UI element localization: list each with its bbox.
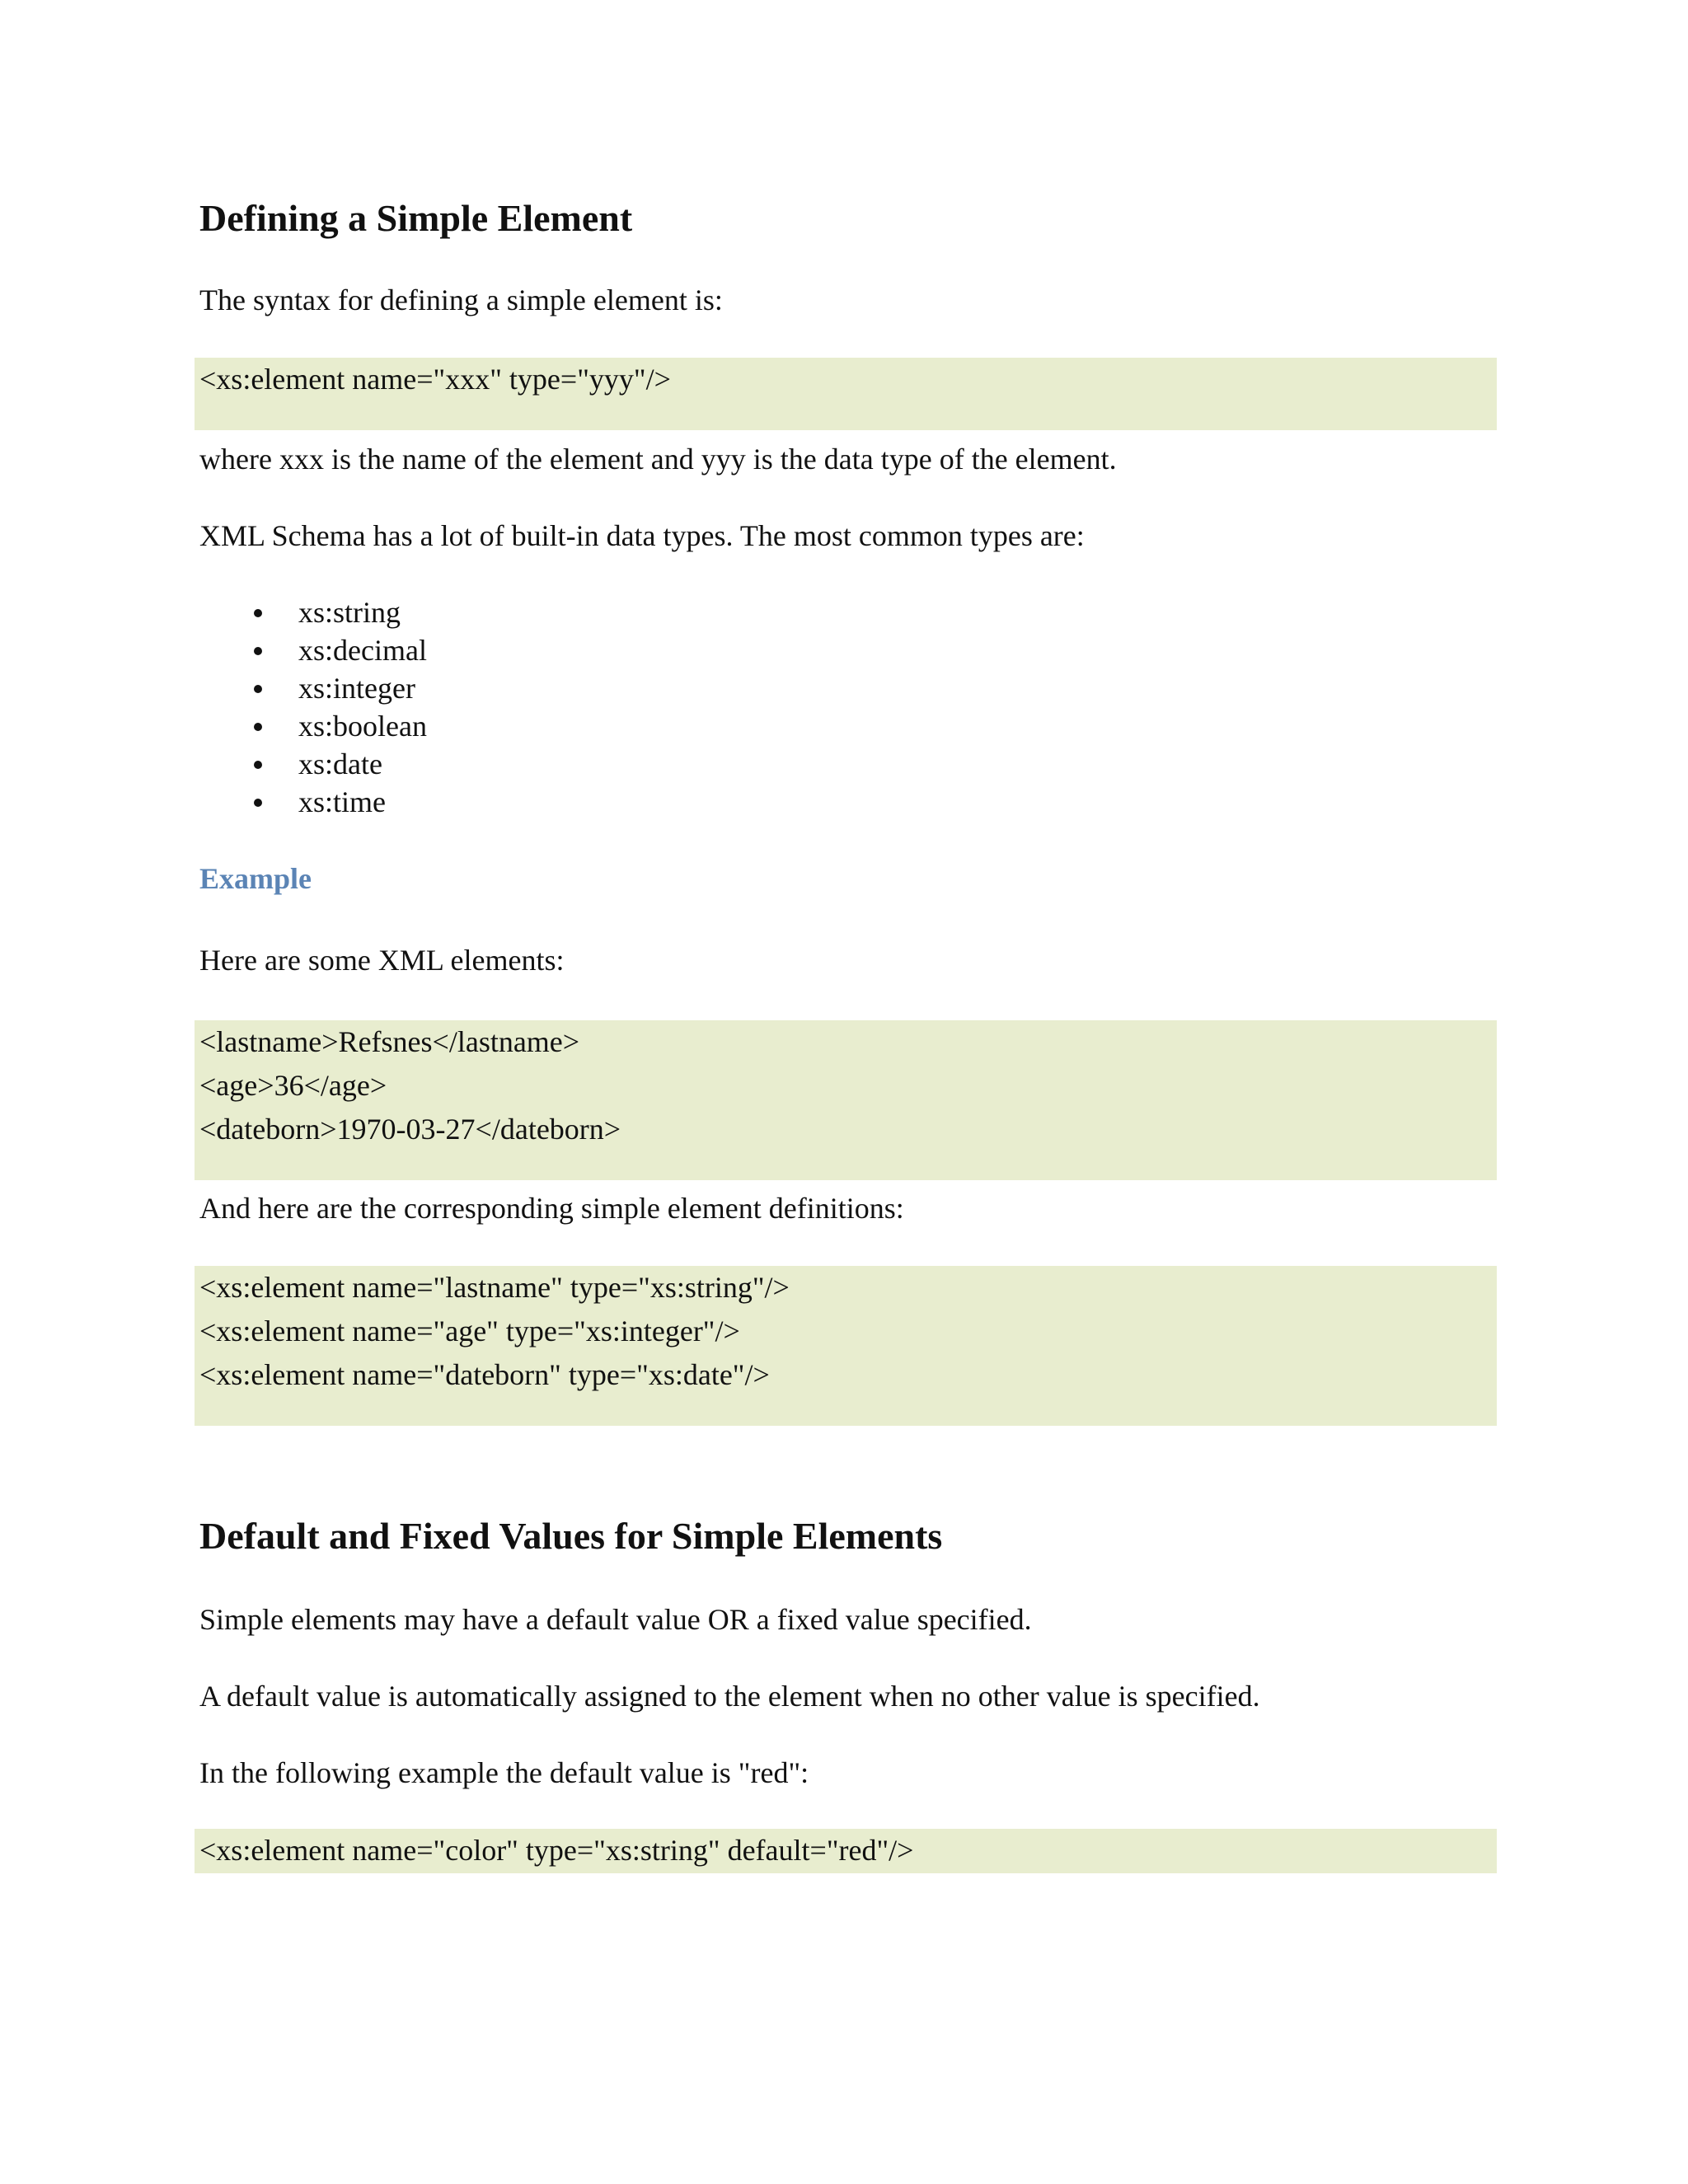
- bullet-icon: [254, 685, 262, 693]
- code-line: <dateborn>1970-03-27</dateborn>: [199, 1113, 621, 1146]
- code-line: <lastname>Refsnes</lastname>: [199, 1025, 580, 1058]
- code-line: <xs:element name="lastname" type="xs:string"/>: [199, 1271, 790, 1304]
- code-line: <age>36</age>: [199, 1069, 387, 1102]
- list-item: xs:date: [199, 745, 427, 783]
- bullet-icon: [254, 761, 262, 769]
- data-types-list: [199, 593, 427, 821]
- default-fixed-paragraph: Simple elements may have a default value OR a fixed value specified.: [199, 1603, 1032, 1636]
- types-intro-paragraph: XML Schema has a lot of built-in data types. The most common types are:: [199, 519, 1085, 552]
- default-value-paragraph: A default value is automatically assigned to the element when no other value is specified.: [199, 1680, 1260, 1713]
- section-heading-default-fixed-values: Default and Fixed Values for Simple Elements: [199, 1515, 943, 1557]
- syntax-code-block: [195, 358, 1497, 430]
- definitions-code-block: [195, 1266, 1497, 1426]
- list-item: xs:string: [199, 593, 427, 631]
- section-heading-defining-simple-element: Defining a Simple Element: [199, 197, 633, 239]
- code-line: <xs:element name="color" type="xs:string" default="red"/>: [199, 1834, 914, 1867]
- syntax-intro-paragraph: The syntax for defining a simple element is:: [199, 284, 723, 316]
- example-heading: Example: [199, 862, 312, 895]
- explanation-paragraph: where xxx is the name of the element and yyy is the data type of the element.: [199, 443, 1117, 476]
- default-example-intro-paragraph: In the following example the default value is "red":: [199, 1756, 809, 1789]
- list-item: xs:decimal: [199, 631, 427, 669]
- example-intro-paragraph: Here are some XML elements:: [199, 944, 565, 977]
- list-item: xs:time: [199, 783, 427, 821]
- definitions-intro-paragraph: And here are the corresponding simple element definitions:: [199, 1192, 904, 1225]
- code-line: <xs:element name="dateborn" type="xs:date"/>: [199, 1358, 770, 1391]
- list-item: xs:boolean: [199, 707, 427, 745]
- default-value-code-block: [195, 1829, 1497, 1873]
- code-line: <xs:element name="age" type="xs:integer"/>: [199, 1315, 740, 1347]
- list-item: xs:integer: [199, 669, 427, 707]
- bullet-icon: [254, 647, 262, 655]
- code-line: <xs:element name="xxx" type="yyy"/>: [199, 363, 671, 396]
- bullet-icon: [254, 723, 262, 731]
- bullet-icon: [254, 799, 262, 807]
- example-code-block: [195, 1020, 1497, 1180]
- bullet-icon: [254, 609, 262, 617]
